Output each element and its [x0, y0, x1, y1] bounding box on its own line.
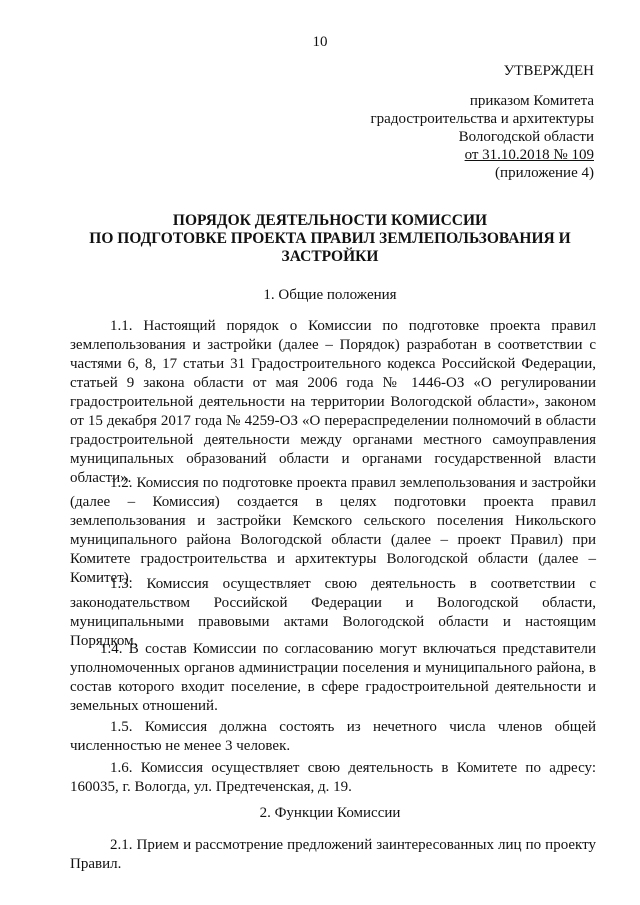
- paragraph-1-2: 1.2. Комиссия по подготовке проекта правил землепользования и застройки (далее – Комиссия) создается в целях подготовки проекта правил землепользования и застройки Кемского сельского поселения Никольского муниципального района Вологодской области (далее – проект Правил) при Комитете градостроительства и архитектуры Вологодской области (далее – Комитет).: [70, 475, 596, 586]
- approval-line-2: градостроительства и архитектуры: [370, 111, 594, 127]
- approval-line-1: приказом Комитета: [469, 93, 594, 109]
- paragraph-1-5: 1.5. Комиссия должна состоять из нечетного числа членов общей численностью не менее 3 человек.: [70, 719, 596, 754]
- paragraph-1-1: 1.1. Настоящий порядок о Комиссии по подготовке проекта правил землепользования и застройки (далее – Порядок) разработан в соответствии с частями 6, 8, 17 статьи 31 Градостроительного кодекса Российской Федерации, статьей 9 закона области от мая 2006 года № 1446-ОЗ «О регулировании градостроительной деятельности на территории Вологодской области», законом от 15 декабря 2017 года № 4259-ОЗ «О перераспределении полномочий в области градостроительной деятельности между органами местного самоуправления муниципальных образований области и органами государственной власти области».: [70, 318, 596, 486]
- paragraph-2-1: 2.1. Прием и рассмотрение предложений заинтересованных лиц по проекту Правил.: [70, 837, 596, 872]
- document-title: [60, 212, 600, 266]
- section-heading-functions: 2. Функции Комиссии: [259, 805, 401, 821]
- approval-stamp: УТВЕРЖДЕН: [503, 63, 594, 79]
- paragraph-1-4: 1.4. В состав Комиссии по согласованию могут включаться представители уполномоченных органов администрации поселения и муниципального района, в состав которого входит поселение, в сфере градостроительной деятельности и земельных отношений.: [70, 641, 596, 714]
- approval-block: [371, 62, 594, 182]
- section-heading-general: 1. Общие положения: [263, 287, 397, 303]
- title-line-3: ЗАСТРОЙКИ: [281, 248, 379, 265]
- approval-appendix: (приложение 4): [495, 165, 594, 181]
- paragraph-1-3: 1.3. Комиссия осуществляет свою деятельность в соответствии с законодательством Российской Федерации и Вологодской области, муниципальными правовыми актами Вологодской области и настоящим Порядком.: [70, 576, 596, 649]
- approval-line-3: Вологодской области: [458, 129, 594, 145]
- approval-order-date: от 31.10.2018 № 109: [464, 147, 594, 163]
- paragraph-1-6: 1.6. Комиссия осуществляет свою деятельность в Комитете по адресу: 160035, г. Вологда, ул. Предтеченская, д. 19.: [70, 760, 596, 795]
- page-number: 10: [312, 34, 328, 50]
- title-line-1: ПОРЯДОК ДЕЯТЕЛЬНОСТИ КОМИССИИ: [172, 212, 488, 229]
- title-line-2: ПО ПОДГОТОВКЕ ПРОЕКТА ПРАВИЛ ЗЕМЛЕПОЛЬЗОВАНИЯ И: [89, 230, 571, 247]
